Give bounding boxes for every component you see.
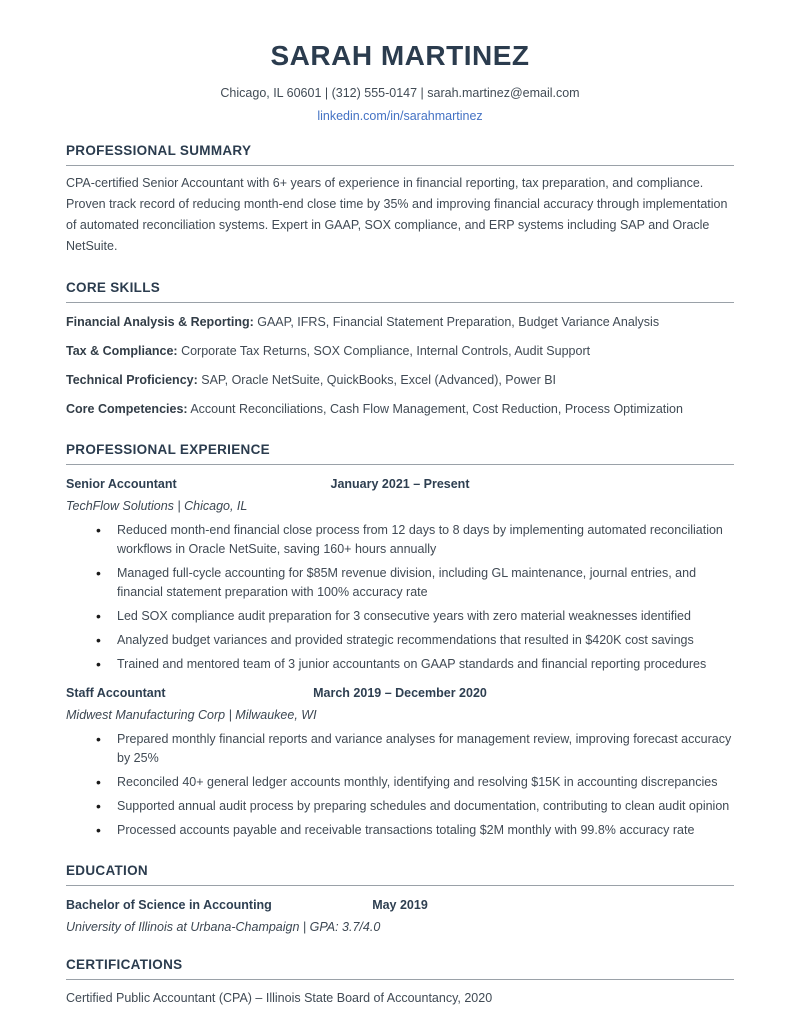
skill-category-label: Financial Analysis & Reporting: bbox=[66, 315, 254, 329]
job-entry-senior-accountant bbox=[66, 476, 734, 674]
education-header bbox=[66, 897, 734, 914]
job-company: Midwest Manufacturing Corp | Milwaukee, WI bbox=[66, 708, 317, 722]
section-professional-experience bbox=[66, 442, 734, 840]
job-header bbox=[66, 685, 734, 702]
job-bullet: • Prepared monthly financial reports and variance analyses for management review, improving forecast accuracy by 25% bbox=[117, 730, 734, 768]
section-title-professional-summary: PROFESSIONAL SUMMARY bbox=[66, 143, 734, 166]
job-bullet: • Managed full-cycle accounting for $85M revenue division, including GL maintenance, journal entries, and financial statement preparation with 100% accuracy rate bbox=[117, 564, 734, 602]
job-bullet: • Led SOX compliance audit preparation for 3 consecutive years with zero material weaknesses identified bbox=[117, 607, 734, 626]
contact-info: Chicago, IL 60601 | (312) 555-0147 | sarah.martinez@email.com bbox=[220, 86, 580, 100]
job-dates: January 2021 – Present bbox=[330, 477, 470, 491]
job-bullet: • Reduced month-end financial close process from 12 days to 8 days by implementing automated reconciliation workflows in Oracle NetSuite, saving 160+ hours annually bbox=[117, 521, 734, 559]
job-title: Staff Accountant bbox=[66, 686, 166, 700]
degree-dates: May 2019 bbox=[372, 898, 428, 912]
skill-category-label: Technical Proficiency: bbox=[66, 373, 198, 387]
linkedin-link[interactable]: linkedin.com/in/sarahmartinez bbox=[317, 109, 483, 123]
school-name: University of Illinois at Urbana-Champaign | GPA: 3.7/4.0 bbox=[66, 920, 381, 934]
skill-category-value: GAAP, IFRS, Financial Statement Preparation, Budget Variance Analysis bbox=[253, 315, 660, 329]
job-bullet: • Processed accounts payable and receivable transactions totaling $2M monthly with 99.8% accuracy rate bbox=[117, 821, 734, 840]
job-title: Senior Accountant bbox=[66, 477, 177, 491]
job-bullet: • Supported annual audit process by preparing schedules and documentation, contributing to clean audit opinion bbox=[117, 797, 734, 816]
skill-category-value: Account Reconciliations, Cash Flow Management, Cost Reduction, Process Optimization bbox=[187, 402, 683, 416]
skill-row bbox=[66, 342, 734, 361]
skill-row bbox=[66, 313, 734, 332]
section-professional-summary bbox=[66, 143, 734, 257]
job-entry-staff-accountant bbox=[66, 685, 734, 840]
section-title-education: EDUCATION bbox=[66, 863, 734, 886]
skill-category-label: Tax & Compliance: bbox=[66, 344, 178, 358]
candidate-name: SARAH MARTINEZ bbox=[270, 40, 530, 71]
job-bullet-list bbox=[66, 730, 734, 840]
job-bullet-list bbox=[66, 521, 734, 674]
job-bullet: • Analyzed budget variances and provided strategic recommendations that resulted in $420K cost savings bbox=[117, 631, 734, 650]
section-title-professional-experience: PROFESSIONAL EXPERIENCE bbox=[66, 442, 734, 465]
job-bullet: • Trained and mentored team of 3 junior accountants on GAAP standards and financial reporting procedures bbox=[117, 655, 734, 674]
section-title-certifications: CERTIFICATIONS bbox=[66, 957, 734, 980]
section-core-skills bbox=[66, 280, 734, 419]
job-bullet: • Reconciled 40+ general ledger accounts monthly, identifying and resolving $15K in accounting discrepancies bbox=[117, 773, 734, 792]
skill-category-value: SAP, Oracle NetSuite, QuickBooks, Excel (Advanced), Power BI bbox=[197, 373, 557, 387]
job-dates: March 2019 – December 2020 bbox=[313, 686, 487, 700]
job-header bbox=[66, 476, 734, 493]
skill-category-value: Corporate Tax Returns, SOX Compliance, Internal Controls, Audit Support bbox=[177, 344, 591, 358]
skill-row bbox=[66, 400, 734, 419]
job-company: TechFlow Solutions | Chicago, IL bbox=[66, 499, 248, 513]
linkedin-row bbox=[66, 109, 734, 123]
degree-title: Bachelor of Science in Accounting bbox=[66, 898, 272, 912]
section-certifications bbox=[66, 957, 734, 1008]
summary-text: CPA-certified Senior Accountant with 6+ years of experience in financial reporting, tax preparation, and compliance. Proven track record of reducing month-end close time by 35% and improving financial accuracy through implementation of automated reconciliation systems. Expert in GAAP, SOX compliance, and ERP systems including SAP and Oracle NetSuite. bbox=[66, 176, 728, 253]
section-title-core-skills: CORE SKILLS bbox=[66, 280, 734, 303]
section-education bbox=[66, 863, 734, 934]
skill-category-label: Core Competencies: bbox=[66, 402, 188, 416]
certification-text: Certified Public Accountant (CPA) – Illinois State Board of Accountancy, 2020 bbox=[66, 991, 493, 1005]
skill-row bbox=[66, 371, 734, 390]
